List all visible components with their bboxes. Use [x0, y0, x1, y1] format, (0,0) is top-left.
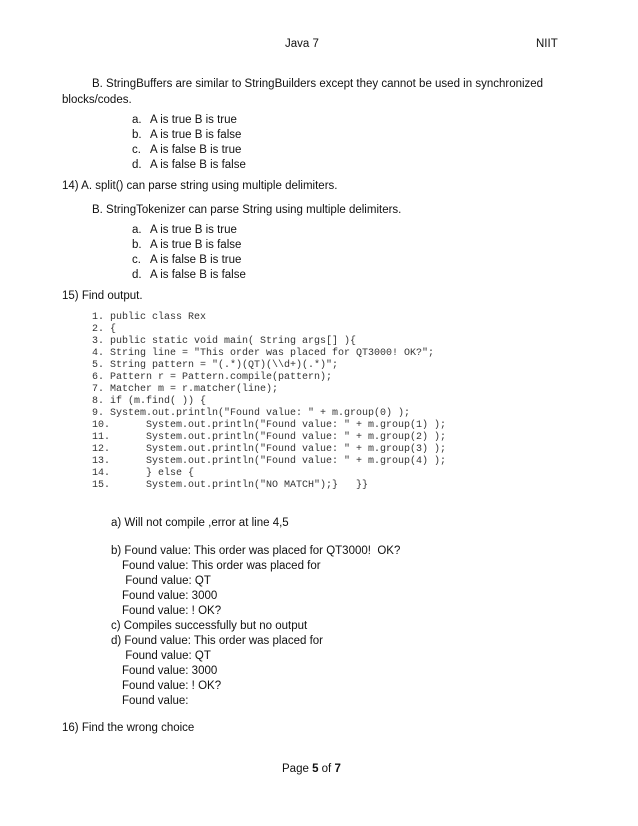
code-line: 9. System.out.println("Found value: " + m.group(0) );: [92, 408, 411, 419]
code-line: 15. System.out.println("NO MATCH");} }}: [92, 480, 369, 491]
answer-d-line: Found value: 3000: [122, 665, 218, 677]
option-letter: b.: [132, 129, 142, 141]
question-16-title: 16) Find the wrong choice: [62, 722, 195, 734]
code-line: 1. public class Rex: [92, 312, 207, 323]
code-line: 3. public static void main( String args[] ){: [92, 336, 357, 347]
code-line: 10. System.out.println("Found value: " + m.group(1) );: [92, 420, 447, 431]
option-text: A is false B is true: [150, 144, 242, 156]
option-letter: d.: [132, 159, 142, 171]
page-of: of: [318, 763, 335, 775]
option-text: A is false B is true: [150, 254, 242, 266]
answer-b-line: b) Found value: This order was placed for QT3000! OK?: [111, 545, 401, 557]
answer-d-line: Found value:: [122, 695, 189, 707]
code-line: 13. System.out.println("Found value: " + m.group(4) );: [92, 456, 447, 467]
header-title: Java 7: [285, 38, 319, 50]
code-line: 12. System.out.println("Found value: " + m.group(3) );: [92, 444, 447, 455]
page-number: [282, 762, 341, 776]
option-text: A is false B is false: [150, 159, 246, 171]
option-letter: d.: [132, 269, 142, 281]
code-line: 6. Pattern r = Pattern.compile(pattern);: [92, 372, 333, 383]
answer-b-line: Found value: This order was placed for: [122, 560, 321, 572]
code-line: 11. System.out.println("Found value: " + m.group(2) );: [92, 432, 447, 443]
answer-b-line: Found value: 3000: [122, 590, 218, 602]
option-text: A is true B is false: [150, 239, 242, 251]
answer-d-line: Found value: QT: [122, 650, 211, 662]
answer-b-line: Found value: QT: [122, 575, 211, 587]
page-prefix: Page: [282, 763, 313, 775]
option-letter: c.: [132, 144, 141, 156]
answer-d-line: d) Found value: This order was placed for: [111, 635, 324, 647]
question-15-title: 15) Find output.: [62, 290, 143, 302]
code-line: 7. Matcher m = r.matcher(line);: [92, 384, 279, 395]
question-13-statement-b-line1: B. StringBuffers are similar to StringBuilders except they cannot be used in synchronized: [92, 78, 544, 90]
code-line: 5. String pattern = "(.*)(QT)(\\d+)(.*)";: [92, 360, 339, 371]
answer-d-line: Found value: ! OK?: [122, 680, 222, 692]
option-text: A is false B is false: [150, 269, 246, 281]
code-line: 4. String line = "This order was placed for QT3000! OK?";: [92, 348, 435, 359]
question-14-statement-b: B. StringTokenizer can parse String using multiple delimiters.: [92, 204, 402, 216]
option-text: A is true B is true: [150, 114, 237, 126]
answer-b-line: Found value: ! OK?: [122, 605, 222, 617]
option-letter: b.: [132, 239, 142, 251]
answer-a: a) Will not compile ,error at line 4,5: [111, 517, 289, 529]
code-line: 2. {: [92, 324, 117, 335]
answer-c: c) Compiles successfully but no output: [111, 620, 308, 632]
page-current: 5: [312, 763, 319, 775]
question-13-statement-b-line2: blocks/codes.: [62, 94, 132, 106]
question-14-statement-a: 14) A. split() can parse string using multiple delimiters.: [62, 180, 338, 192]
header-company: NIIT: [536, 38, 558, 50]
code-line: 14. } else {: [92, 468, 195, 479]
option-letter: a.: [132, 224, 142, 236]
option-letter: c.: [132, 254, 141, 266]
page-total: 7: [334, 763, 341, 775]
option-text: A is true B is true: [150, 224, 237, 236]
option-letter: a.: [132, 114, 142, 126]
option-text: A is true B is false: [150, 129, 242, 141]
code-line: 8. if (m.find( )) {: [92, 396, 207, 407]
